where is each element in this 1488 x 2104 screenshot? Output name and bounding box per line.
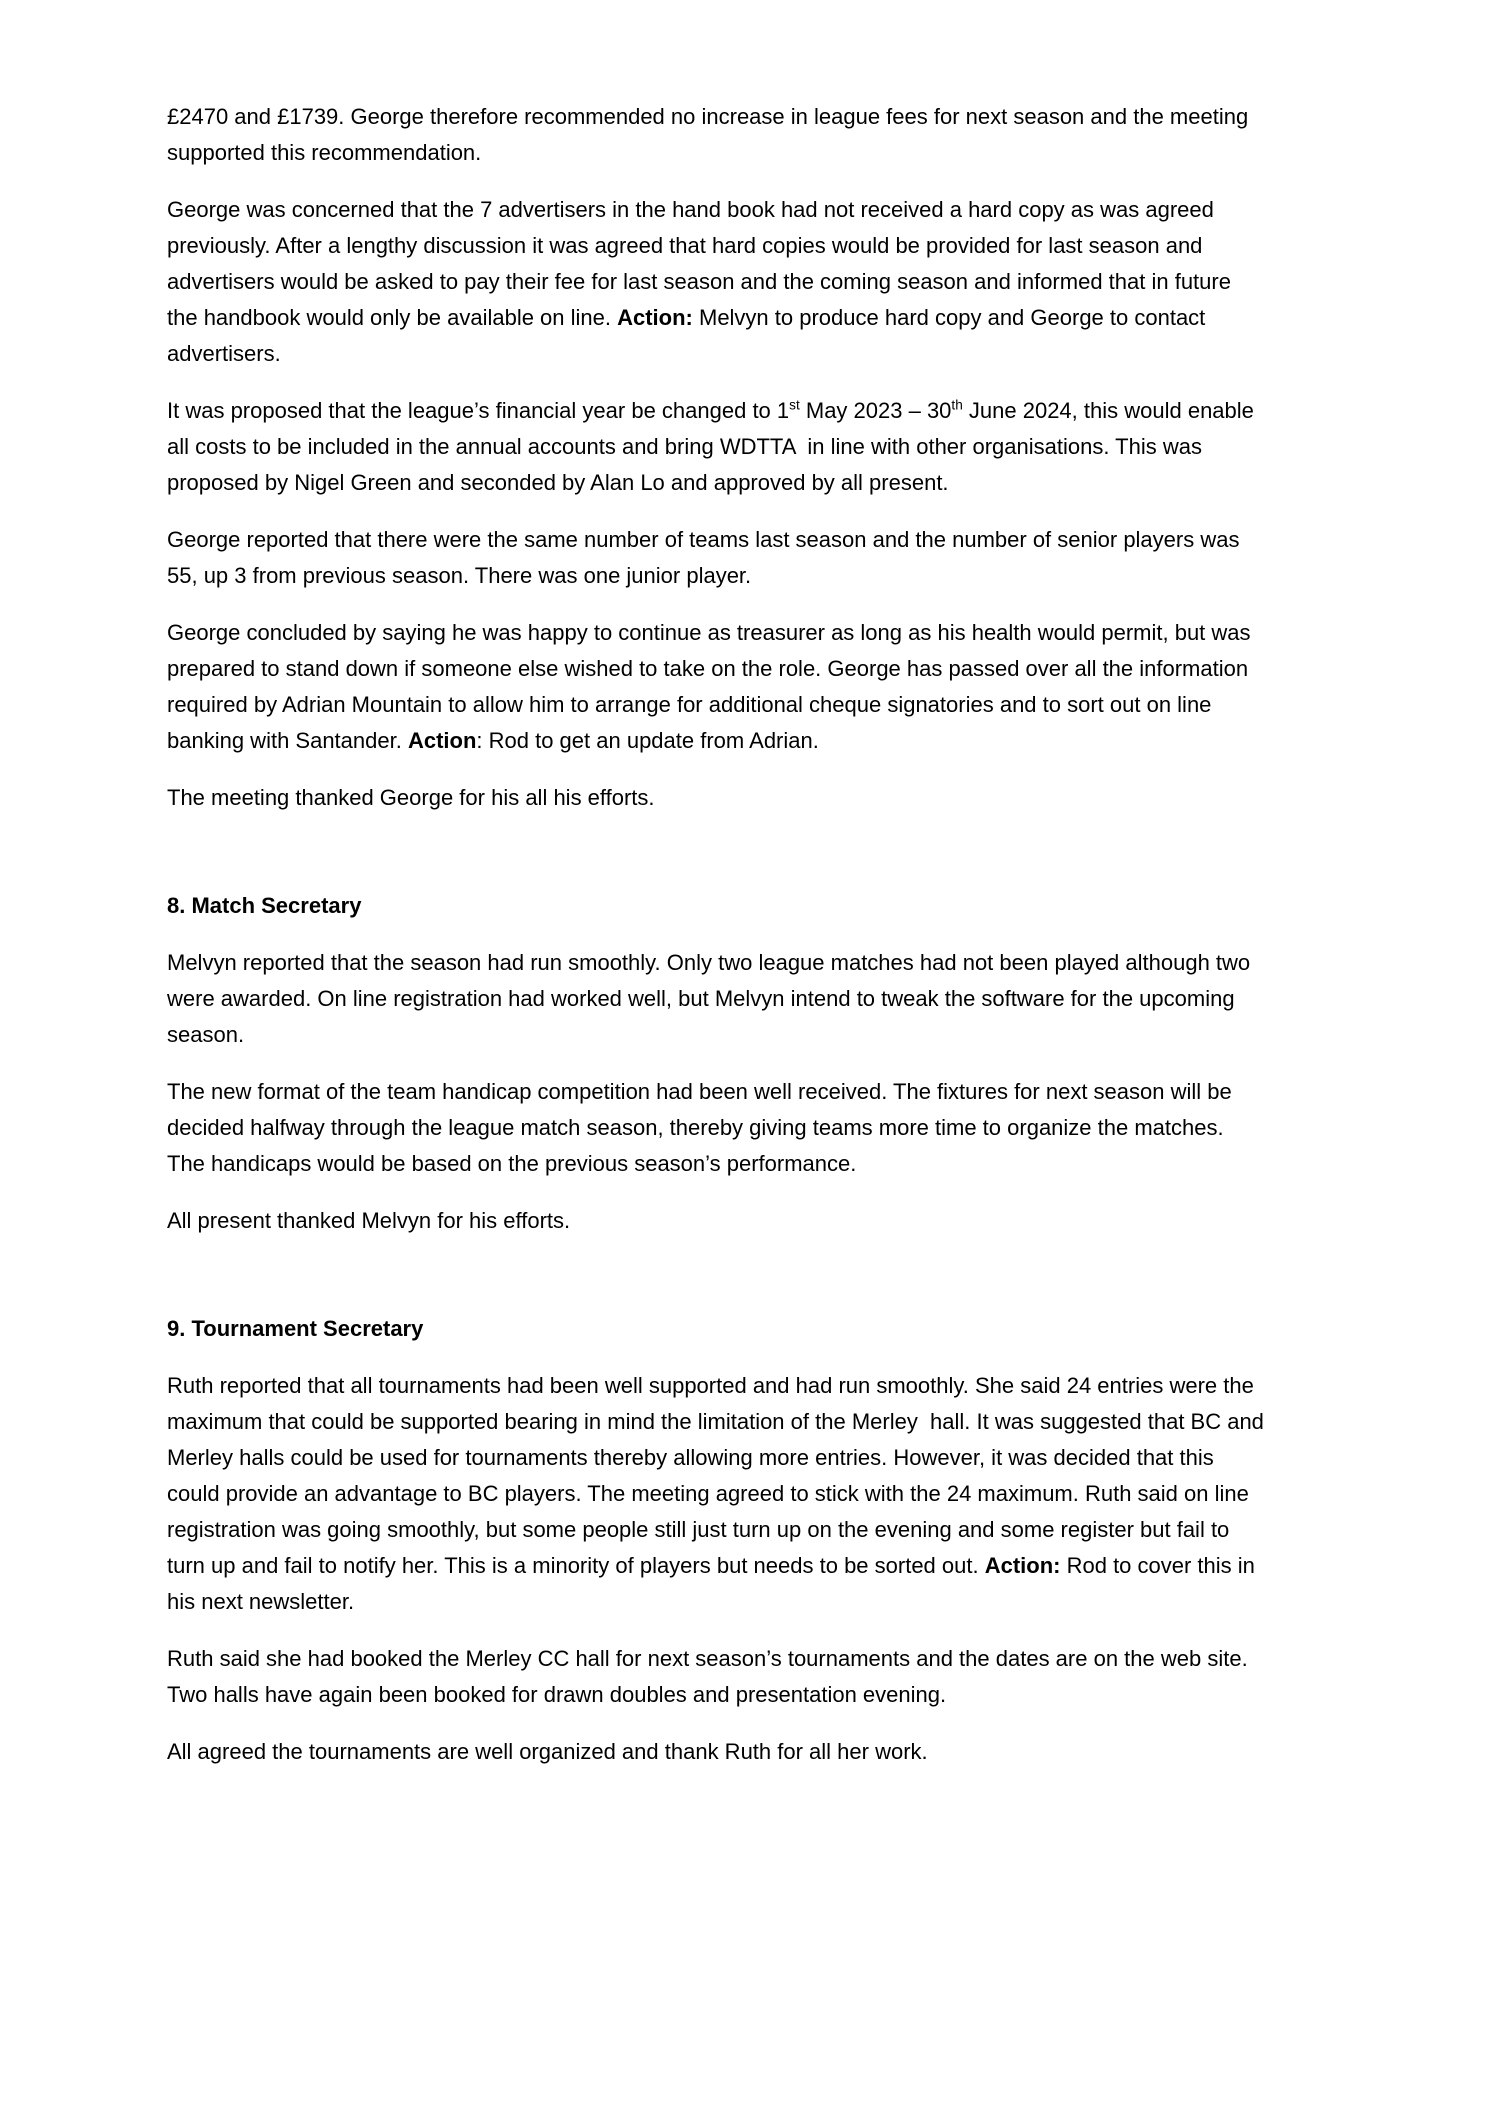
paragraph-season-smoothly xyxy=(167,945,1266,1053)
paragraph-thanks-ruth xyxy=(167,1734,1266,1770)
text-run: Ruth reported that all tournaments had been well supported and had run smoothly. She said 24 entries were the maximum that could be supported bearing in mind the limitation of the Merley hall. It was suggested that BC and Merley halls could be used for tournaments thereby allowing more entries. However, it was decided that this could provide an advantage to BC players. The meeting agreed to stick with the 24 maximum. Ruth said on line registration was going smoothly, but some people still just turn up on the evening and some register but fail to turn up and fail to notify her. This is a minority of players but needs to be sorted out. xyxy=(167,1373,1271,1578)
paragraph-advertisers-hardcopy xyxy=(167,192,1266,372)
bold-text-run: Action: xyxy=(984,1553,1061,1578)
text-run: All present thanked Melvyn for his efforts. xyxy=(167,1208,571,1233)
heading-tournament-secretary xyxy=(167,1311,1266,1347)
text-run: May 2023 – 30 xyxy=(799,398,952,423)
text-run: The new format of the team handicap competition had been well received. The fixtures for next season will be decided halfway through the league match season, thereby giving teams more time to organize the matches. The handicaps would be based on the previous season’s performance. xyxy=(167,1079,1238,1176)
bold-text-run: 9. Tournament Secretary xyxy=(167,1316,424,1341)
paragraph-financial-year xyxy=(167,393,1266,501)
text-run: George was concerned that the 7 advertisers in the hand book had not received a hard copy as was agreed previously. After a lengthy discussion it was agreed that hard copies would be provided for last season and advertisers would be asked to pay their fee for last season and the coming season and informed that in future the handbook would only be available on line. xyxy=(167,197,1238,330)
bold-text-run: 8. Match Secretary xyxy=(167,893,362,918)
paragraph-tournaments-report xyxy=(167,1368,1271,1620)
paragraph-merley-booking xyxy=(167,1641,1266,1713)
paragraph-league-fees xyxy=(167,99,1266,171)
text-run: It was proposed that the league’s financial year be changed to 1 xyxy=(167,398,790,423)
paragraph-thanks-george xyxy=(167,780,1266,816)
paragraph-handicap-format xyxy=(167,1074,1266,1182)
heading-match-secretary xyxy=(167,888,1266,924)
text-run: Melvyn to produce hard copy and George to contact advertisers. xyxy=(167,305,1212,366)
superscript-run: th xyxy=(951,397,963,413)
bold-text-run: Action: xyxy=(617,305,693,330)
text-run: £2470 and £1739. George therefore recommended no increase in league fees for next season and the meeting supported this recommendation. xyxy=(167,104,1255,165)
text-run: All agreed the tournaments are well organized and thank Ruth for all her work. xyxy=(167,1739,928,1764)
text-run: The meeting thanked George for his all his efforts. xyxy=(167,785,655,810)
text-run: Rod to cover this in his next newsletter. xyxy=(167,1553,1262,1614)
text-run: June 2024, this would enable all costs to be included in the annual accounts and bring WDTTA in line with other organisations. This was proposed by Nigel Green and seconded by Alan Lo and approved by all present. xyxy=(167,398,1261,495)
paragraph-thanks-melvyn xyxy=(167,1203,1266,1239)
bold-text-run: Action xyxy=(407,728,477,753)
paragraph-teams-players xyxy=(167,522,1266,594)
text-run: Melvyn reported that the season had run smoothly. Only two league matches had not been played although two were awarded. On line registration had worked well, but Melvyn intend to tweak the software for the upcoming season. xyxy=(167,950,1257,1047)
text-run: Ruth said she had booked the Merley CC hall for next season’s tournaments and the dates are on the web site. Two halls have again been booked for drawn doubles and presentation evening. xyxy=(167,1646,1254,1707)
paragraph-treasurer-continue xyxy=(167,615,1266,759)
superscript-run: st xyxy=(789,397,800,413)
text-run: George concluded by saying he was happy to continue as treasurer as long as his health would permit, but was prepared to stand down if someone else wished to take on the role. George has passed over all the information required by Adrian Mountain to allow him to arrange for additional cheque signatories and to sort out on line banking with Santander. xyxy=(167,620,1257,753)
text-run: : Rod to get an update from Adrian. xyxy=(476,728,819,753)
text-run: George reported that there were the same number of teams last season and the number of senior players was 55, up 3 from previous season. There was one junior player. xyxy=(167,527,1246,588)
